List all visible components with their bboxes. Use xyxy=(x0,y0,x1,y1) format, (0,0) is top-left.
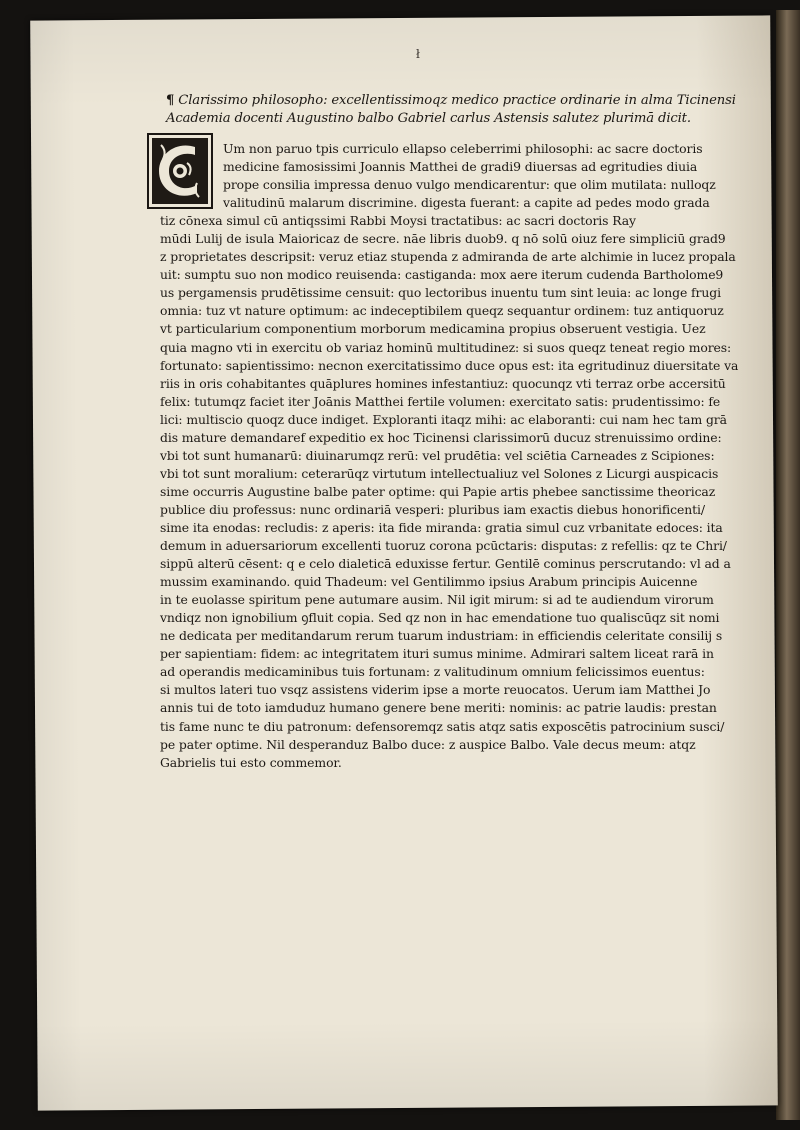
body-line: vndiqz non ignobilium ꝯfluit copia. Sed qz non in hac emendatione tuo qualiscūqz sit nomi xyxy=(160,610,720,626)
body-line: z proprietates descripsit: veruz etiaz stupenda z admiranda de arte alchimie in lucez propala xyxy=(160,249,736,265)
body-line: demum in aduersariorum excellenti tuoruz corona pcūctaris: disputas: z refellis: qz te Chri/ xyxy=(160,538,727,554)
letter-heading xyxy=(166,92,736,128)
heading-line xyxy=(166,92,736,110)
body-line: vbi tot sunt moralium: ceterarūqz virtutum intellectualiuz vel Solones z Licurgi auspicacis xyxy=(160,465,719,481)
body-line: vbi tot sunt humanarū: diuinarumqz rerū: vel prudētia: vel sciētia Carneades z Scipiones: xyxy=(160,447,715,463)
heading-line: Academia docenti Augustino balbo Gabriel carlus Astensis salutez plurimā dicit. xyxy=(166,111,691,126)
body-line: Um non paruo tpis curriculo ellapso celeberrimi philosophi: ac sacre doctoris xyxy=(223,141,703,156)
paragraph-mark-icon: ¶ xyxy=(166,93,175,108)
body-line: us pergamensis prudētissime censuit: quo lectoribus inuentu tum sint leuia: ac longe frugi xyxy=(160,285,721,301)
letter-body xyxy=(160,140,739,772)
body-line: prope consilia impressa denuo vulgo mendicarentur: que olim mutilata: nulloqz xyxy=(223,177,716,193)
body-line: per sapientiam: fidem: ac integritatem ituri sumus minime. Admirari saltem liceat rarā in xyxy=(160,646,714,662)
body-line: felix: tutumqz faciet iter Joānis Matthei fertile volumen: exercitato satis: prudentissimo: fe xyxy=(160,393,721,409)
body-line: uit: sumptu suo non modico reuisenda: castiganda: mox aere iterum cudenda Bartholome9 xyxy=(160,267,724,283)
body-line: lici: multiscio quoqz duce indiget. Exploranti itaqz mihi: ac elaboranti: cui nam hec tam grā xyxy=(160,411,727,427)
body-line: riis in oris cohabitantes quāplures homines infestantiuz: quocunqz vti terraz orbe accersitū xyxy=(160,375,726,391)
body-line: fortunato: sapientissimo: necnon exercitatissimo duce opus est: ita egritudinuz diuersitate va xyxy=(160,357,739,373)
body-line: valitudinū malarum discrimine. digesta fuerant: a capite ad pedes modo grada xyxy=(223,195,710,211)
body-line: medicine famosissimi Joannis Matthei de gradi9 diuersas ad egritudies diuia xyxy=(223,159,698,175)
body-line: omnia: tuz vt nature optimum: ac indeceptibilem queqz sequantur ordinem: tuz antiquoruz xyxy=(160,303,724,319)
body-line: si multos lateri tuo vsqz assistens viderim ipse a morte reuocatos. Uerum iam Matthei Jo xyxy=(160,682,711,698)
pen-mark: ł xyxy=(416,47,420,61)
body-line: ne dedicata per meditandarum rerum tuarum industriam: in efficiendis celeritate consilij s xyxy=(160,628,723,644)
body-line: in te euolasse spiritum pene autumare ausim. Nil igit mirum: si ad te audiendum virorum xyxy=(160,592,714,608)
book-gutter-edge xyxy=(776,10,800,1120)
body-line: Gabrielis tui esto commemor. xyxy=(160,754,342,770)
body-line: mussim examinando. quid Thadeum: vel Gentilimmo ipsius Arabum principis Auicenne xyxy=(160,574,698,590)
body-line: quia magno vti in exercitu ob variaz hominū multitudinez: si suos queqz teneat regio mores: xyxy=(160,339,732,355)
body-line: tiz cōnexa simul cū antiqssimi Rabbi Moysi tractatibus: ac sacri doctoris Ray xyxy=(160,213,636,229)
body-line: sime occurris Augustine balbe pater optime: qui Papie artis phebee sanctissime theoricaz xyxy=(160,483,716,499)
body-line: annis tui de toto iamduduz humano genere bene meriti: nominis: ac patrie laudis: prestan xyxy=(160,700,717,716)
body-line: ad operandis medicaminibus tuis fortunam: z valitudinum omnium felicissimos euentus: xyxy=(160,664,705,680)
body-line: sime ita enodas: recludis: z aperis: ita fide miranda: gratia simul cuz vrbanitate edoces: ita xyxy=(160,519,723,535)
body-line: vt particularium componentium morborum medicamina propius obseruent vestigia. Uez xyxy=(160,321,706,337)
heading-text: Clarissimo philosopho: excellentissimoqz medico practice ordinarie in alma Ticinensi xyxy=(178,93,736,108)
body-line: mūdi Lulij de isula Maioricaz de secre. nāe libris duob9. q nō solū oiuz fere simpliciū grad9 xyxy=(160,231,726,247)
body-line: tis fame nunc te diu patronum: defensoremqz satis atqz satis exposcētis patrocinium susci/ xyxy=(160,718,725,734)
body-line: pe pater optime. Nil desperanduz Balbo duce: z auspice Balbo. Vale decus meum: atqz xyxy=(160,736,696,752)
body-line: publice diu professus: nunc ordinariā vesperi: pluribus iam exactis diebus honorificenti/ xyxy=(160,501,705,517)
body-line: sippū alterū cēsent: q e celo dialeticā eduxisse fertur. Gentilē cominus perscrutando: vl ad a xyxy=(160,556,731,572)
body-line: dis mature demandaref expeditio ex hoc Ticinensi clarissimorū ducuz strenuissimo ordine: xyxy=(160,429,722,445)
